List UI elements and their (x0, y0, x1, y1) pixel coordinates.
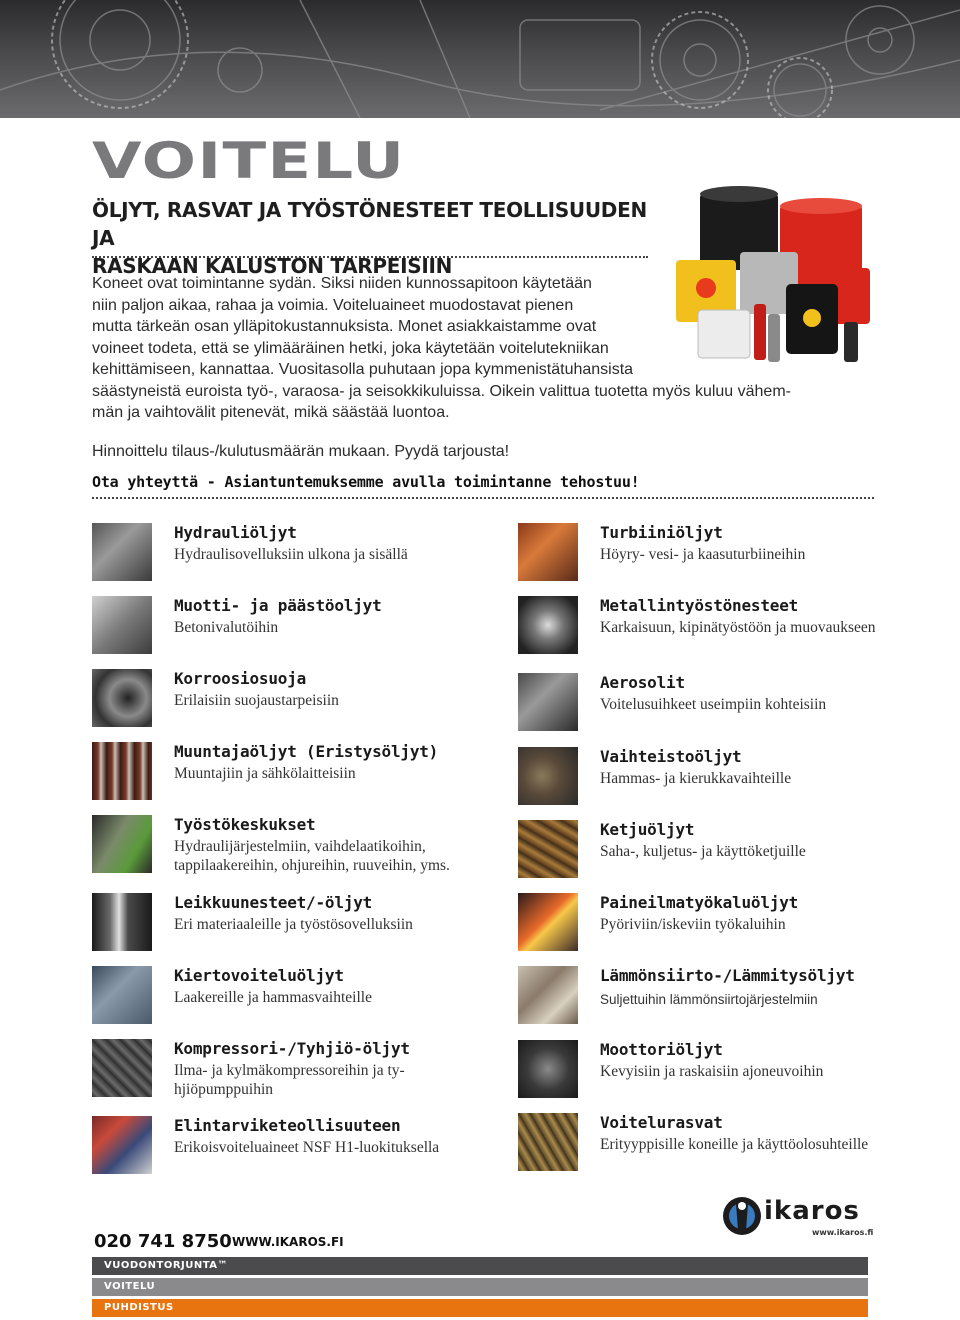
ikaros-logo (720, 1192, 874, 1242)
list-item (518, 747, 918, 809)
item-name: Moottoriöljyt (600, 1040, 723, 1059)
item-name: Hydrauliöljyt (174, 523, 297, 542)
item-desc: Suljettuihin lämmönsiirtojärjestelmiin (600, 992, 818, 1007)
item-desc: Hydraulisovelluksiin ulkona ja sisällä (174, 546, 408, 563)
item-desc: Betonivalutöihin (174, 619, 279, 636)
logo-url: www.ikaros.fi (812, 1228, 874, 1237)
engine-oil-photo (518, 1040, 578, 1098)
item-desc: Saha-, kuljetus- ja käyttöketjuille (600, 843, 806, 860)
item-name: Metallintyöstönesteet (600, 596, 799, 615)
page-subtitle (92, 196, 672, 280)
list-item (92, 966, 492, 1028)
item-desc: Erilaisiin suojaustarpeisiin (174, 692, 339, 709)
list-item (518, 820, 918, 882)
item-desc: Karkaisuun, kipinätyöstöön ja muovaukseen (600, 619, 876, 636)
item-name: Vaihteistoöljyt (600, 747, 742, 766)
circulation-oil-photo (92, 966, 152, 1024)
divider-dotted (92, 256, 648, 258)
subtitle-line: ÖLJYT, RASVAT JA TYÖSTÖNESTEET TEOLLISUUDEN JA (92, 198, 647, 250)
service-bar: PUHDISTUS (92, 1299, 868, 1317)
intro-line: niin paljon aikaa, rahaa ja voimia. Voiteluaineet muodostavat pienen (92, 296, 574, 314)
item-name: Aerosolit (600, 673, 685, 692)
intro-line: kehittämiseen, kannattaa. Vuositasolla puhutaan jopa kymmenistätuhansista (92, 361, 634, 378)
aerosol-photo (518, 673, 578, 731)
list-item (518, 893, 918, 955)
list-item (92, 1039, 492, 1101)
item-desc: Pyöriviin/iskeviin työkaluihin (600, 916, 786, 933)
list-item (518, 1040, 918, 1102)
item-desc: Voitelusuihkeet useimpiin kohteisiin (600, 696, 827, 713)
item-name: Muuntajaöljyt (Eristysöljyt) (174, 742, 439, 761)
item-desc: Hammas- ja kierukkavaihteille (600, 770, 792, 787)
list-item (518, 1113, 918, 1175)
concrete-photo (92, 596, 152, 654)
item-name: Elintarviketeollisuuteen (174, 1116, 401, 1135)
item-name: Lämmönsiirto-/Lämmitysöljyt (600, 966, 855, 985)
item-desc: Muuntajiin ja sähkölaitteisiin (174, 765, 356, 782)
intro-line: säästyneistä euroista työ-, varaosa- ja seisokkikuluissa. Oikein valittua tuotetta myös kuluu vähem- (92, 382, 791, 400)
item-desc: Ilma- ja kylmäkompressoreihin ja ty-hjiöpumppuihin (174, 1062, 405, 1098)
website-link[interactable]: WWW.IKAROS.FI (232, 1235, 344, 1249)
item-desc: Hydraulijärjestelmiin, vaihdelaatikoihin, tappilaakereihin, ohjureihin, ruuveihin, yms. (174, 838, 450, 874)
list-item (518, 966, 918, 1028)
subtitle-line: RASKAAN KALUSTON TARPEISIIN (92, 254, 453, 278)
service-bar: VOITELU (92, 1278, 868, 1296)
item-name: Leikkuunesteet/-öljyt (174, 893, 373, 912)
phone-number: 020 741 8750 (94, 1231, 232, 1252)
pricing-text: Hinnoittelu tilaus-/kulutusmäärän mukaan. Pyydä tarjousta! (92, 443, 510, 460)
heat-transfer-photo (518, 966, 578, 1024)
gearbox-photo (518, 747, 578, 805)
list-item (518, 596, 918, 658)
corrosion-photo (92, 669, 152, 727)
cutting-fluid-photo (92, 893, 152, 951)
chain-photo (518, 820, 578, 878)
grease-photo (518, 1113, 578, 1171)
item-name: Työstökeskukset (174, 815, 316, 834)
list-item (92, 1116, 492, 1178)
machining-center-photo (92, 815, 152, 873)
divider-dotted (92, 497, 874, 499)
list-item (92, 893, 492, 955)
list-item (92, 523, 492, 585)
ikaros-emblem-icon (722, 1194, 762, 1238)
list-item (518, 523, 918, 585)
page-title: VOITELU (92, 132, 406, 190)
item-desc: Höyry- vesi- ja kaasuturbiineihin (600, 546, 806, 563)
service-bar: VUODONTORJUNTA™ (92, 1257, 868, 1275)
contact-callout: Ota yhteyttä - Asiantuntemuksemme avulla toimintanne tehostuu! (92, 473, 640, 491)
intro-line: voineet todeta, että se ylimääräinen hetki, joka käytetään voitelutekniikan (92, 339, 609, 357)
intro-line: Koneet ovat toimintanne sydän. Siksi niiden kunnossapitoon käytetään (92, 275, 592, 292)
header-banner-image (0, 0, 960, 118)
logo-wordmark: ikaros (764, 1196, 860, 1226)
intro-line: mutta tärkeän osan ylläpitokustannuksista. Monet asiakkaistamme ovat (92, 318, 597, 335)
item-desc: Kevyisiin ja raskaisiin ajoneuvoihin (600, 1063, 824, 1080)
item-desc: Erityyppisille koneille ja käyttöolosuhteille (600, 1136, 869, 1153)
list-item (92, 596, 492, 658)
list-item (92, 815, 492, 877)
item-name: Turbiiniöljyt (600, 523, 723, 542)
item-name: Muotti- ja päästöoljyt (174, 596, 382, 615)
item-name: Ketjuöljyt (600, 820, 695, 839)
item-name: Paineilmatyökaluöljyt (600, 893, 799, 912)
product-containers-image (668, 184, 880, 374)
list-item (92, 742, 492, 804)
intro-line: män ja vaihtovälit pitenevät, mikä säästää luontoa. (92, 404, 450, 421)
list-item (518, 673, 918, 735)
item-desc: Erikoisvoiteluaineet NSF H1-luokituksella (174, 1139, 440, 1156)
item-name: Korroosiosuoja (174, 669, 307, 688)
list-item (92, 669, 492, 731)
item-name: Kiertovoiteluöljyt (174, 966, 344, 985)
metalworking-photo (518, 596, 578, 654)
transformer-photo (92, 742, 152, 800)
hydraulic-photo (92, 523, 152, 581)
item-name: Kompressori-/Tyhjiö-öljyt (174, 1039, 410, 1058)
pneumatic-tool-photo (518, 893, 578, 951)
compressor-photo (92, 1039, 152, 1097)
turbine-photo (518, 523, 578, 581)
food-industry-photo (92, 1116, 152, 1174)
item-name: Voitelurasvat (600, 1113, 723, 1132)
item-desc: Eri materiaaleille ja työstösovelluksiin (174, 916, 413, 933)
item-desc: Laakereille ja hammasvaihteille (174, 989, 372, 1006)
